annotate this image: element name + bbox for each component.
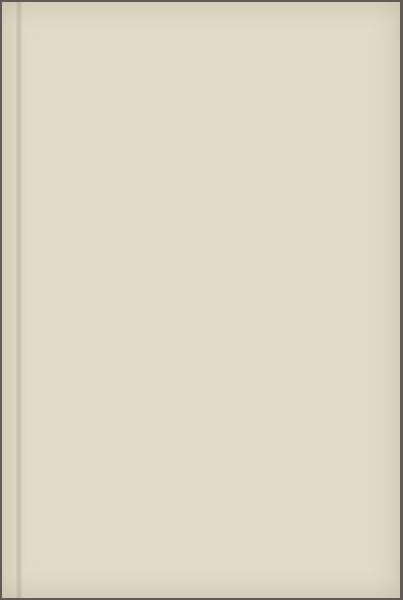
document-page xyxy=(2,2,400,598)
page-fold xyxy=(16,2,22,598)
page-header xyxy=(2,13,400,29)
